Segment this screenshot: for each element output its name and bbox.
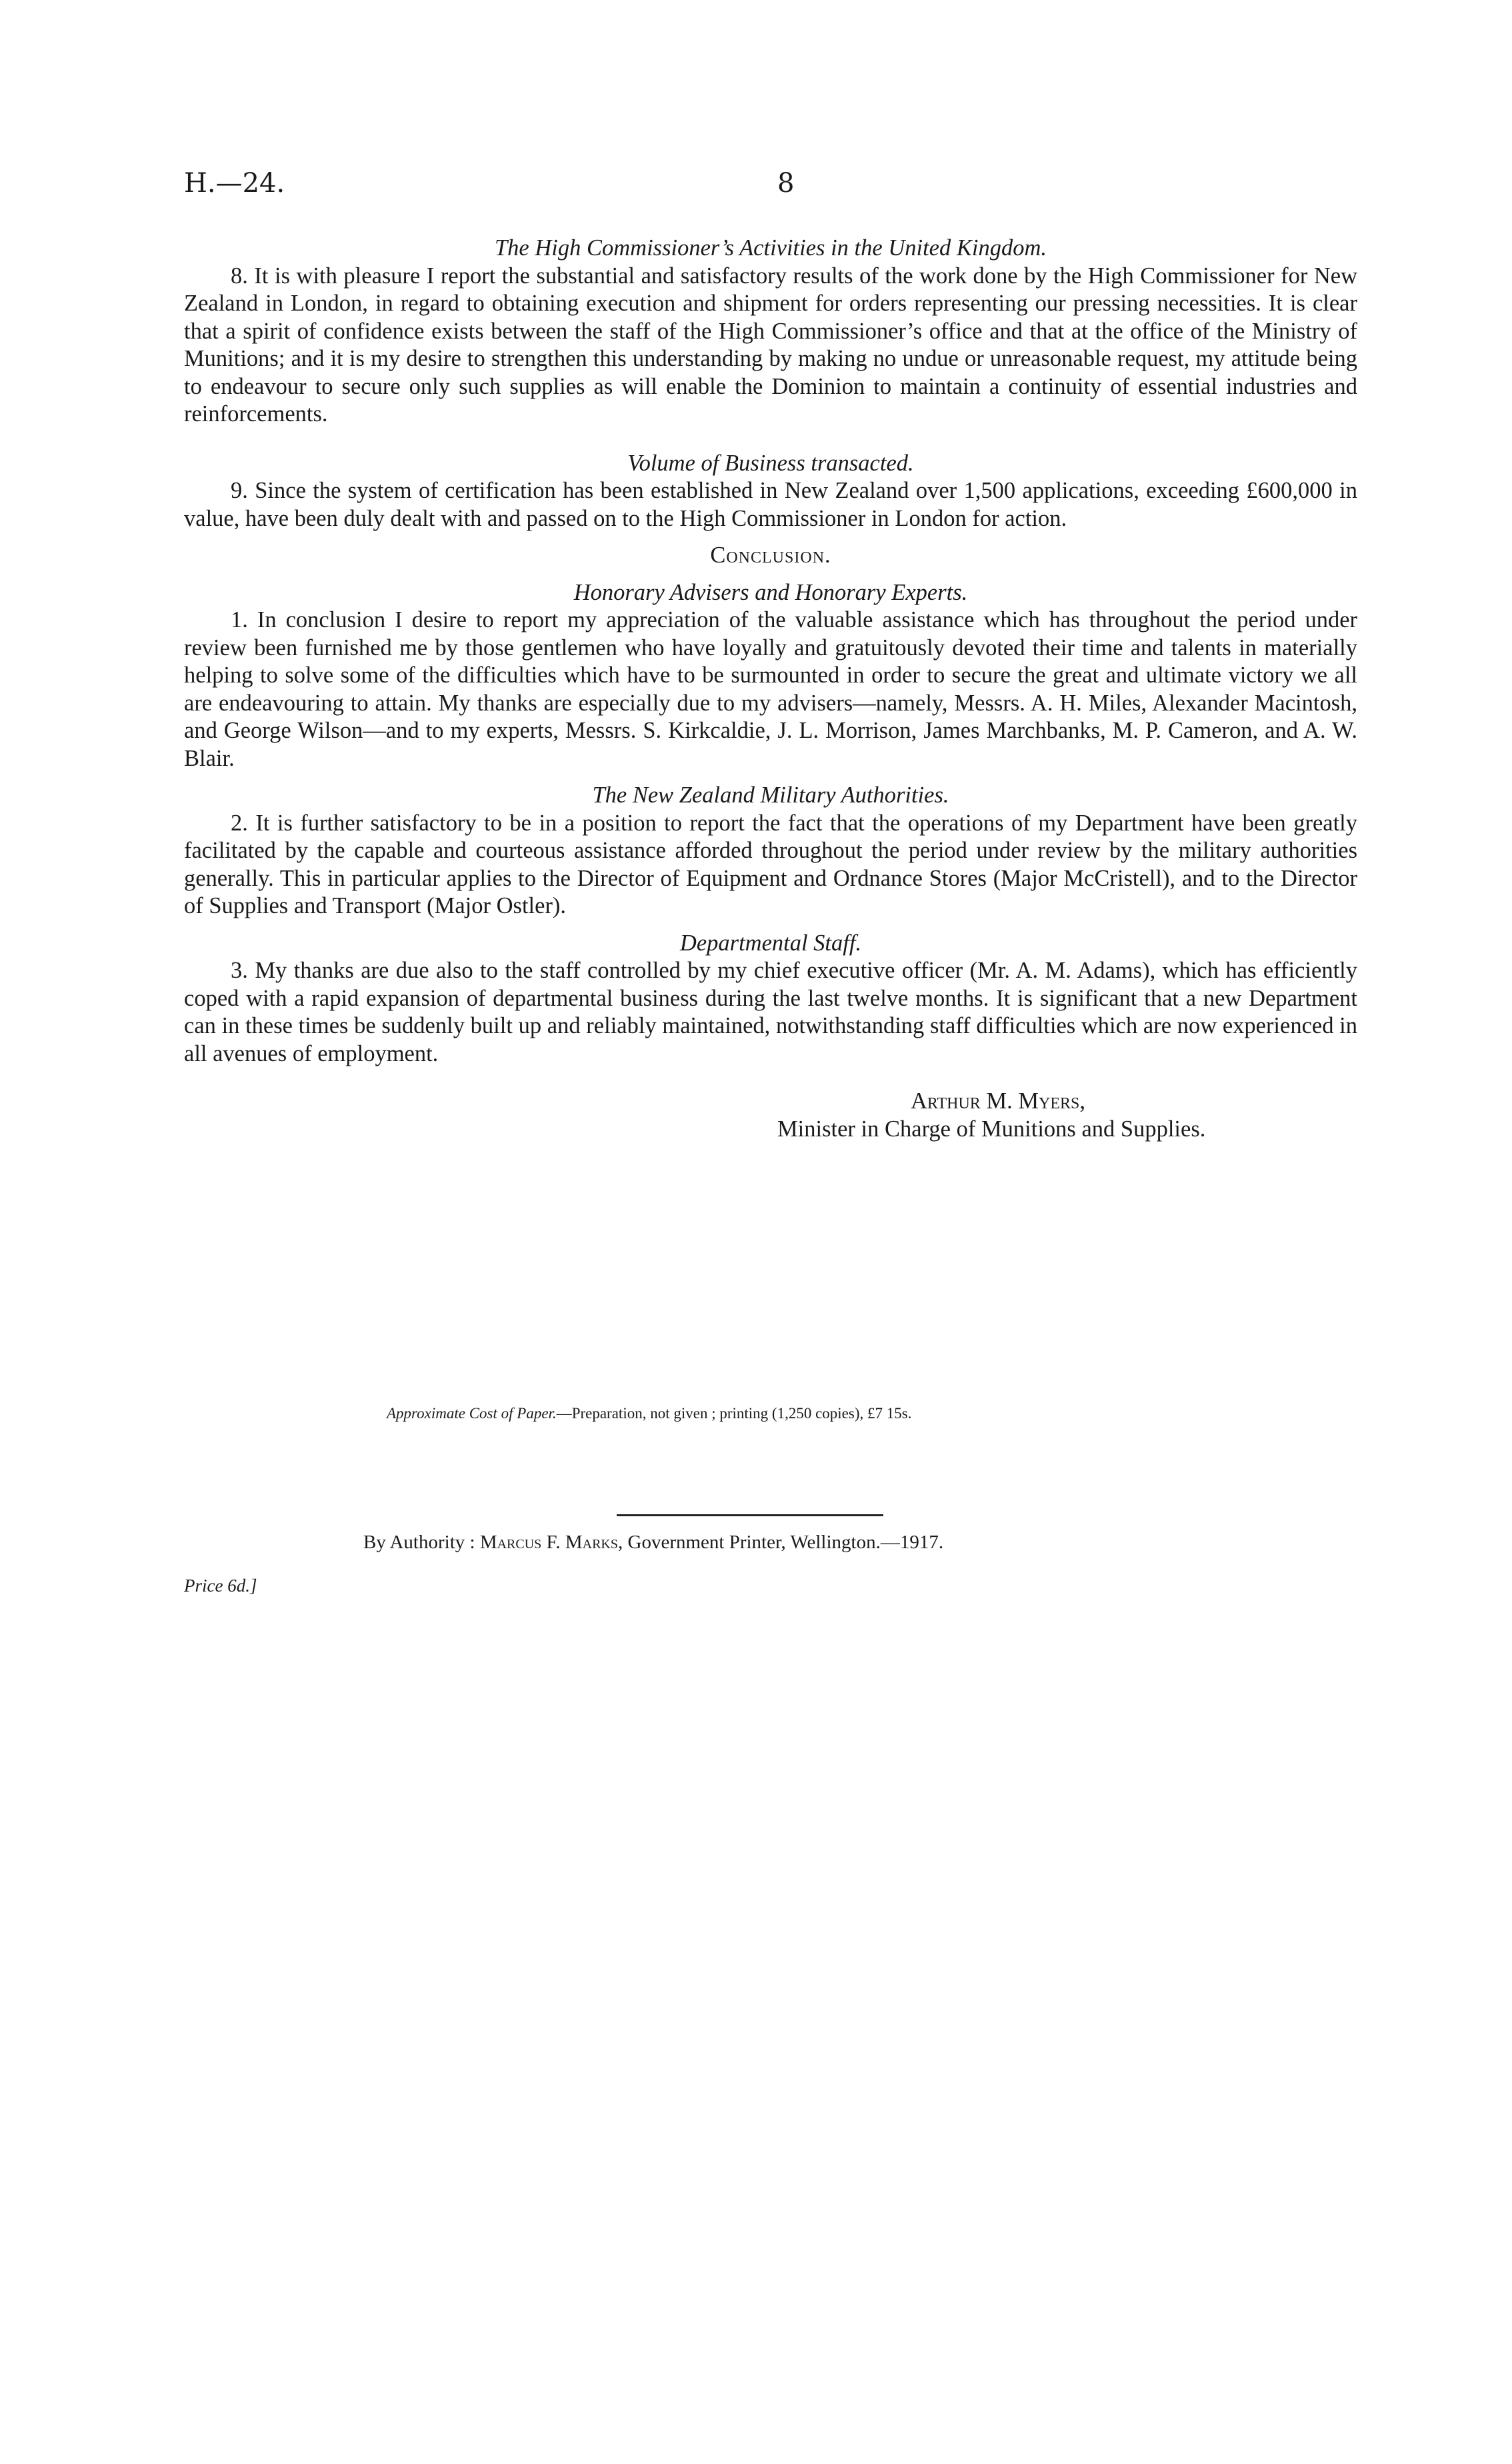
paragraph-9: 9. Since the system of certification has been established in New Zealand over 1,500 applications, exceeding £600,000 in value, have been duly dealt with and passed on to the High Commissioner in London for action.	[184, 478, 1357, 531]
section-heading-high-commissioner: The High Commissioner’s Activities in the United Kingdom.	[495, 235, 1047, 261]
conclusion-title: Conclusion.	[710, 543, 831, 568]
cost-label: Approximate Cost of Paper.	[387, 1405, 557, 1422]
paragraph-3: 3. My thanks are due also to the staff controlled by my chief executive officer (Mr. A. M. Adams), which has efficiently coped with a rapid expansion of departmental business during the last twelve months. It is significant that a new Department can in these times be suddenly built up and reliably maintained, notwithstanding staff difficulties which are now experienced in all avenues of employment.	[184, 958, 1357, 1066]
subsection-heading-military: The New Zealand Military Authorities.	[592, 782, 949, 808]
signatory-title: Minister in Charge of Munitions and Supplies.	[777, 1116, 1206, 1142]
paragraph-8: 8. It is with pleasure I report the substantial and satisfactory results of the work done by the High Commissioner for New Zealand in London, in regard to obtaining execution and shipment for orders representing our pressing necessities. It is clear that a spirit of confidence exists between the staff of the High Commissioner’s office and that at the office of the Ministry of Munitions; and it is my desire to strengthen this understanding by making no undue or unreasonable request, my attitude being to endeavour to secure only such supplies as will enable the Dominion to maintain a continuity of essential industries and reinforcements.	[184, 263, 1357, 427]
price-note: Price 6d.]	[184, 1576, 257, 1596]
signature-block	[777, 1088, 1357, 1143]
printer-prefix: By Authority :	[363, 1532, 480, 1553]
document-body	[184, 235, 1357, 1143]
subsection-heading-staff: Departmental Staff.	[679, 930, 862, 956]
page-header	[184, 168, 1357, 215]
document-reference: H.—24.	[184, 168, 285, 199]
cost-text: —Preparation, not given ; printing (1,250 copies), £7 15s.	[556, 1405, 912, 1422]
page-number: 8	[777, 168, 795, 199]
subsection-heading-honorary: Honorary Advisers and Honorary Experts.	[573, 579, 968, 605]
cost-of-paper-note	[387, 1405, 911, 1422]
section-heading-volume: Volume of Business transacted.	[627, 450, 914, 476]
printer-imprint	[363, 1532, 943, 1554]
divider-rule	[617, 1514, 883, 1516]
paragraph-1: 1. In conclusion I desire to report my appreciation of the valuable assistance which has throughout the period under review been furnished me by those gentlemen who have loyally and gratuitously devoted their time and talents in materially helping to solve some of the difficulties which have to be surmounted in order to secure the great and ultimate victory we all are endeavouring to attain. My thanks are especially due to my advisers—namely, Messrs. A. H. Miles, Alexander Macintosh, and George Wilson—and to my experts, Messrs. S. Kirkcaldie, J. L. Morrison, James Marchbanks, M. P. Cameron, and A. W. Blair.	[184, 607, 1357, 771]
signatory-name: Arthur M. Myers,	[911, 1088, 1086, 1114]
printer-suffix: , Government Printer, Wellington.—1917.	[618, 1532, 944, 1553]
paragraph-2: 2. It is further satisfactory to be in a position to report the fact that the operations of my Department have been greatly facilitated by the capable and courteous assistance afforded throughout the period under review by the military authorities generally. This in particular applies to the Director of Equipment and Ordnance Stores (Major McCristell), and to the Director of Supplies and Transport (Major Ostler).	[184, 810, 1357, 918]
printer-name: Marcus F. Marks	[479, 1532, 618, 1553]
